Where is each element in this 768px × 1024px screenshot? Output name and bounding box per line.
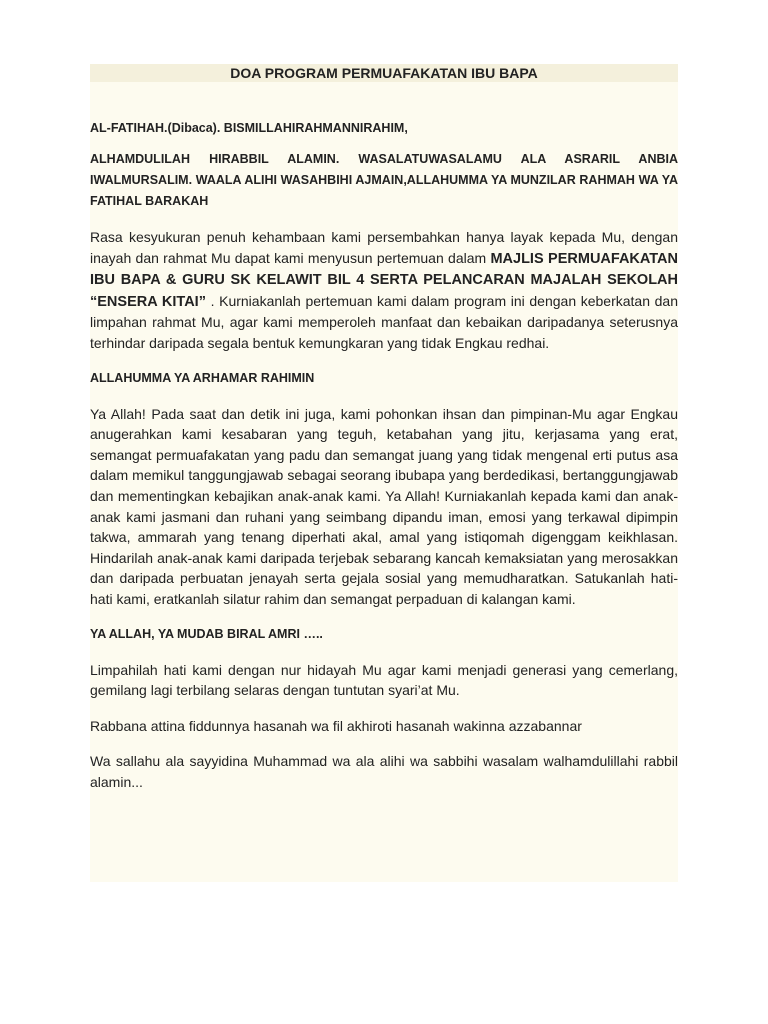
paragraph-4: Rabbana attina fiddunnya hasanah wa fil akhiroti hasanah wakinna azzabannar xyxy=(90,717,582,734)
paragraph-1-bold-text: MAJLIS PERMUAFAKATAN IBU BAPA & GURU SK KELAWIT BIL 4 SERTA PELANCARAN MAJALAH SEKOLAH “ENSERA KITAI” xyxy=(90,250,679,310)
document-title: DOA PROGRAM PERMUAFAKATAN IBU BAPA xyxy=(90,64,678,82)
document-page xyxy=(90,64,678,882)
paragraph-3: Limpahilah hati kami dengan nur hidayah Mu agar kami menjadi generasi yang cemerlang, gemilang lagi terbilang selaras dengan tuntutan syari’at Mu. xyxy=(90,661,678,699)
paragraph-5: Wa sallahu ala sayyidina Muhammad wa ala alihi wa sabbihi wasalam walhamdulillahi rabbil alamin... xyxy=(90,753,678,790)
heading-mudab-biral-amri: YA ALLAH, YA MUDAB BIRAL AMRI ….. xyxy=(90,626,323,641)
paragraph-2: Ya Allah! Pada saat dan detik ini juga, kami pohonkan ihsan dan pimpinan-Mu agar Engkau anugerahkan kami kesabaran yang teguh, ketabahan yang jitu, kerjasama yang erat, semangat permuafakatan yang padu dan semangat juang yang tidak mengenal erti putus asa dalam memikul tanggungjawab sebagai seorang ibubapa yang berdedikasi, bertanggungjawab dan mementingkan kebajikan anak-anak kami. Ya Allah! Kurniakanlah kepada kami dan anak-anak kami jasmani dan ruhani yang seimbang dipandu iman, emosi yang terkawal dipimpin takwa, ammarah yang tenang diperhati akal, amal yang istiqomah digenggam keikhlasan. Hindarilah anak-anak kami daripada terjebak sebarang kancah kemaksiatan yang merosakkan dan daripada perbuatan jenayah serta gejala sosial yang memudharatkan. Satukanlah hati-hati kami, eratkanlah silatur rahim dan semangat perpaduan di kalangan kami. xyxy=(90,405,678,607)
paragraph-1 xyxy=(90,227,678,354)
alhamdulilah-paragraph: ALHAMDULILAH HIRABBIL ALAMIN. WASALATUWASALAMU ALA ASRARIL ANBIA IWALMURSALIM. WAALA ALIHI WASAHBIHI AJMAIN,ALLAHUMMA YA MUNZILAR RAHMAH WA YA FATIHAL BARAKAH xyxy=(90,152,678,208)
paragraph-1-text-b: . Kurniakanlah pertemuan kami dalam program ini dengan keberkatan dan limpahan rahmat Mu, agar kami memperoleh manfaat dan kebaikan daripadanya seterusnya terhindar daripada segala bentuk kemungkaran yang tidak Engkau redhai. xyxy=(90,292,678,351)
al-fatihah-line: AL-FATIHAH.(Dibaca). BISMILLAHIRAHMANNIRAHIM, xyxy=(90,121,408,135)
heading-arhamar-rahimin: ALLAHUMMA YA ARHAMAR RAHIMIN xyxy=(90,370,315,385)
paragraph-1-text-a: Rasa kesyukuran penuh kehambaan kami persembahkan hanya layak kepada Mu, dengan inayah dan rahmat Mu dapat kami menyusun pertemuan dalam xyxy=(90,229,678,266)
